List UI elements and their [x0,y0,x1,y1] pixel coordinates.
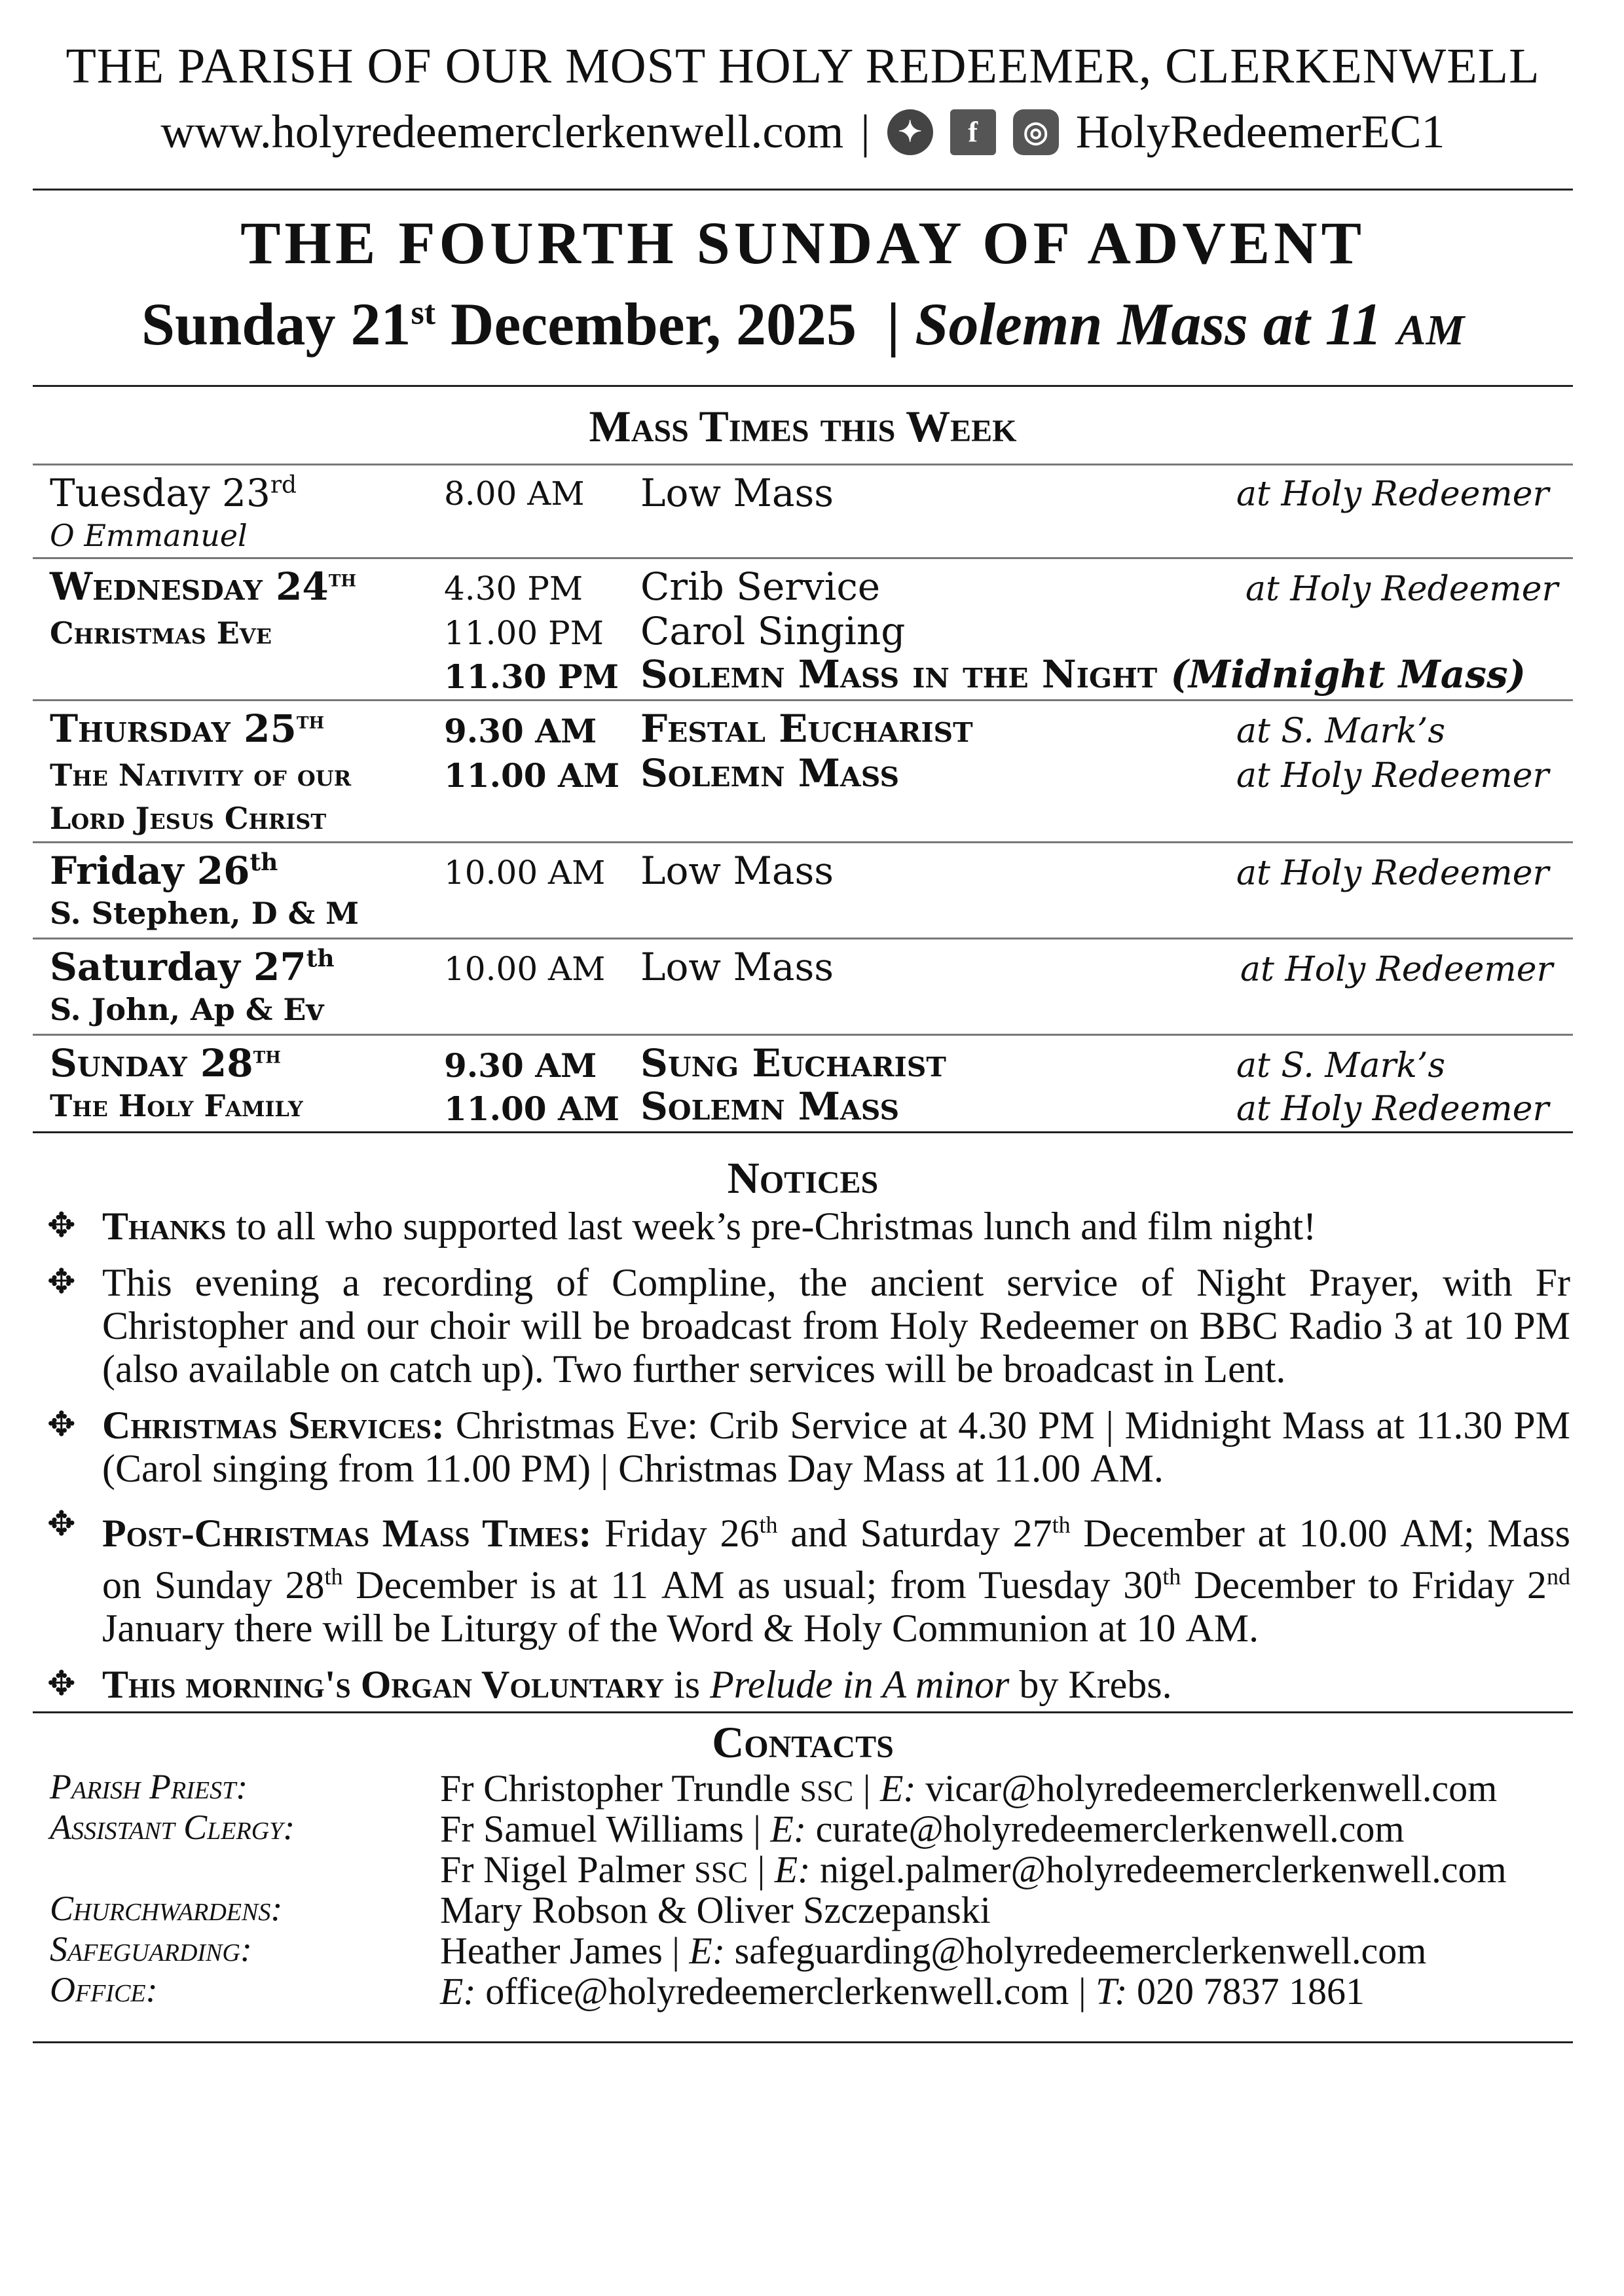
mass-service: Low Mass [640,945,834,989]
mass-location: at Holy Redeemer [1236,756,1549,795]
text-fragment: AM [1185,1607,1249,1650]
mass-times-table [33,464,1573,1133]
mass-day-friday [33,841,1573,938]
day-label [50,564,356,609]
text-fragment: January there will be Liturgy of the Word & Holy Communion at 10 [102,1607,1186,1650]
text-fragment: Sunday 28 [50,1041,253,1085]
website-link[interactable]: www.holyredeemerclerkenwell.com [160,105,844,158]
text-fragment: AM [548,950,606,988]
notice-item [47,1503,1570,1650]
text-fragment: AM [535,1046,597,1085]
contact-office [33,1969,1573,2013]
date-text-2: December, 2025 [435,291,857,357]
text-fragment: and Saturday 27 [777,1512,1052,1555]
divider [33,385,1573,387]
text-fragment: 9.30 [444,712,524,750]
text-fragment: (also available on catch up). Two further services will be broadcast in Lent. [102,1347,1286,1391]
text-fragment: rd [270,471,297,499]
text-fragment: 10.00 [444,854,538,892]
text-fragment: AM [527,475,585,513]
text-fragment: Friday 26 [50,848,250,893]
text-fragment: PM [521,1447,578,1490]
notice-item [47,1404,1570,1490]
text-fragment: AM [1090,1447,1154,1490]
text-fragment: SSC [800,1774,854,1808]
day-feast: Christmas Eve [50,615,272,651]
text-fragment: 11.00 [444,614,538,652]
text-fragment: Post-Christmas Mass Times: [102,1512,592,1555]
mass-location: at S. Mark’s [1236,1046,1446,1085]
day-label [50,471,297,515]
text-fragment: E: [774,1848,811,1891]
instagram-icon[interactable]: ◎ [1013,109,1059,155]
mass-service: Solemn Mass [640,751,900,795]
day-feast: S. Stephen, D & M [50,896,360,931]
email-link[interactable]: safeguarding@holyredeemerclerkenwell.com [725,1929,1427,1972]
text-fragment: AM [548,854,606,892]
text-fragment: AM [661,1563,725,1607]
text-fragment: ; Mass on Sunday 28 [102,1512,1570,1607]
social-handle[interactable]: HolyRedeemerEC1 [1075,105,1445,158]
day-feast: The Nativity of our [50,757,352,793]
text-fragment: as usual; from Tuesday 30 [724,1563,1163,1607]
text-fragment: | Midnight Mass at 11.30 [1094,1404,1514,1447]
mass-service: Crib Service [640,564,881,609]
cross-bullet-icon: ✥ [47,1506,76,1543]
separator: | [860,105,870,158]
text-fragment: E: [440,1970,476,2013]
mass-service: Sung Eucharist [640,1041,946,1085]
text-fragment: PM [1513,1304,1570,1347]
text-fragment: Office: [50,1970,158,2009]
notice-item [47,1261,1570,1391]
separator: | [887,291,900,357]
text-fragment: is [664,1663,710,1706]
email-link[interactable]: curate@holyredeemerclerkenwell.com [806,1808,1405,1850]
cross-bullet-icon: ✥ [47,1207,76,1245]
text-fragment: AM [535,712,597,750]
text-fragment: Heather James | [440,1929,690,1972]
email-link[interactable]: nigel.palmer@holyredeemerclerkenwell.com [810,1848,1507,1891]
notices-heading: Notices [727,1153,879,1203]
text-fragment: th [1052,1512,1071,1538]
text-fragment: E: [770,1808,807,1850]
mass-time [444,950,605,988]
mass-time [444,614,604,652]
text-fragment: 11.00 [444,756,547,795]
day-label [50,945,335,989]
phone-number[interactable]: 020 7837 1861 [1127,1970,1365,2013]
text-fragment: by Krebs. [1009,1663,1172,1706]
sunday-title: THE FOURTH SUNDAY OF ADVENT [240,210,1365,276]
mass-location: at S. Mark’s [1236,712,1446,751]
notice-item [47,1205,1570,1248]
mass-times-heading: Mass Times this Week [589,401,1017,451]
mass-time [444,657,619,696]
divider [33,2041,1573,2043]
mass-service: Festal Eucharist [640,706,973,751]
mass-time [444,854,605,892]
text-fragment: PM [527,570,583,608]
text-fragment: 10.00 [444,950,538,988]
text-fragment: th [296,706,325,735]
text-fragment: (Midnight Mass) [1170,652,1526,697]
mass-service [640,652,1526,697]
text-fragment: PM [1038,1404,1095,1447]
text-fragment: Christmas Eve: Crib Service at 4.30 [444,1404,1039,1447]
mass-time [444,570,583,608]
text-fragment: SSC [694,1855,748,1889]
text-fragment: . [1249,1607,1259,1650]
mass-location: at Holy Redeemer [1236,1089,1549,1129]
text-fragment: nd [1547,1563,1571,1590]
text-fragment: Fr Nigel Palmer [440,1848,695,1891]
text-fragment: 4.30 [444,570,517,608]
notice-item [47,1663,1570,1706]
text-fragment: | [748,1848,775,1891]
text-fragment: PM [1513,1404,1570,1447]
day-feast: S. John, Ap & Ev [50,992,324,1027]
parish-title: THE PARISH OF OUR MOST HOLY REDEEMER, CLERKENWELL [65,39,1540,94]
text-fragment: E: [689,1929,726,1972]
email-link[interactable]: vicar@holyredeemerclerkenwell.com [915,1767,1498,1810]
parish-web-line [33,105,1573,159]
text-fragment: Friday 26 [591,1512,760,1555]
email-link[interactable]: office@holyredeemerclerkenwell.com | [475,1970,1096,2013]
text-fragment: . [1153,1447,1164,1490]
mass-time [444,712,597,750]
text-fragment: E: [879,1767,916,1810]
mass-service: Low Mass [640,471,834,515]
text-fragment: Mary Robson & Oliver Szczepanski [440,1889,991,1931]
text-fragment: Thanks [102,1205,227,1248]
text-fragment: December is at 11 [342,1563,661,1607]
text-fragment: th [1162,1563,1181,1590]
day-label [50,848,278,893]
text-fragment: 9.30 [444,1046,524,1085]
text-fragment: Fr Samuel Williams | [440,1808,771,1850]
contact-churchwardens [33,1888,1573,1929]
text-fragment: Saturday 27 [50,945,306,989]
text-fragment: PM [548,614,604,652]
mass-time [444,756,619,795]
divider [33,1711,1573,1713]
contacts-heading: Contacts [712,1717,894,1767]
text-fragment: th [249,848,278,877]
text-fragment: AM [1400,1512,1464,1555]
contact-priest [33,1766,1573,1810]
text-fragment: Wednesday 24 [50,564,329,609]
text-fragment: PM [558,657,619,696]
mass-time: Solemn Mass at 11 [915,291,1382,357]
twitter-icon[interactable]: ✦ [887,109,933,155]
date-sup: st [411,294,436,332]
mass-location: at Holy Redeemer [1236,854,1549,893]
mass-location: at Holy Redeemer [1236,475,1549,514]
day-label [50,1041,281,1085]
facebook-icon[interactable]: f [950,109,996,155]
mass-time [444,1046,597,1085]
notices-list [47,1205,1570,1719]
text-fragment: AM [558,1089,620,1128]
contact-assistant-2 [33,1848,1573,1891]
text-fragment: Parish Priest: [50,1767,248,1806]
mass-am: AM [1397,306,1465,354]
text-fragment: This morning's Organ Voluntary [102,1663,665,1706]
text-fragment: th [759,1512,778,1538]
text-fragment: ) | Christmas Day Mass at 11.00 [578,1447,1091,1490]
mass-service: Low Mass [640,848,834,893]
mass-service: Carol Singing [640,609,906,653]
day-feast: The Holy Family [50,1088,303,1123]
text-fragment: AM [558,756,620,795]
text-fragment: 11.00 [444,1089,547,1128]
mass-day-saturday [33,938,1573,1034]
mass-day-sunday [33,1034,1573,1133]
mass-location: at Holy Redeemer [1246,570,1559,609]
mass-day-wednesday [33,557,1573,699]
text-fragment: Thursday 25 [50,706,297,751]
contact-assistant-1 [33,1807,1573,1848]
contact-safeguarding [33,1929,1573,1972]
day-label [50,706,324,751]
text-fragment: Fr Christopher Trundle [440,1767,800,1810]
text-fragment: Churchwardens: [50,1889,283,1928]
mass-location: at Holy Redeemer [1240,950,1553,989]
text-fragment: th [328,564,357,592]
text-fragment: December at 10.00 [1070,1512,1401,1555]
text-fragment: Tuesday 23 [50,471,270,515]
contacts-list [33,1766,1573,2013]
text-fragment: Christmas Services: [102,1404,445,1447]
text-fragment: 11.30 [444,657,547,696]
text-fragment: th [324,1563,343,1590]
mass-day-tuesday [33,464,1573,557]
text-fragment: 8.00 [444,475,517,513]
sunday-date [33,289,1573,359]
text-fragment: to all who supported last week’s pre-Christmas lunch and film night! [226,1205,1317,1248]
mass-day-thursday [33,699,1573,841]
mass-time [444,475,585,513]
divider [33,189,1573,191]
text-fragment: Solemn Mass in the Night [640,652,1158,697]
day-feast-2: Lord Jesus Christ [50,801,327,836]
text-fragment: This evening a recording of Compline, the ancient service of Night Prayer, with Fr Christopher and our choir will be broadcast from Holy Redeemer on BBC Radio 3 at 10 [102,1261,1570,1347]
text-fragment: th [306,945,335,973]
cross-bullet-icon: ✥ [47,1406,76,1444]
date-text: Sunday 21 [141,291,411,357]
text-fragment: Safeguarding: [50,1929,252,1969]
mass-time [444,1089,619,1128]
text-fragment: December to Friday 2 [1181,1563,1547,1607]
cross-bullet-icon: ✥ [47,1666,76,1703]
text-fragment: Assistant Clergy: [50,1808,295,1847]
text-fragment: th [253,1041,281,1069]
text-fragment: | [853,1767,880,1810]
text-fragment: (Carol singing from 11.00 [102,1447,521,1490]
cross-bullet-icon: ✥ [47,1264,76,1301]
mass-service: Solemn Mass [640,1084,900,1129]
text-fragment: Prelude in A minor [710,1663,1010,1706]
day-feast: O Emmanuel [50,518,248,553]
text-fragment: T: [1096,1970,1128,2013]
